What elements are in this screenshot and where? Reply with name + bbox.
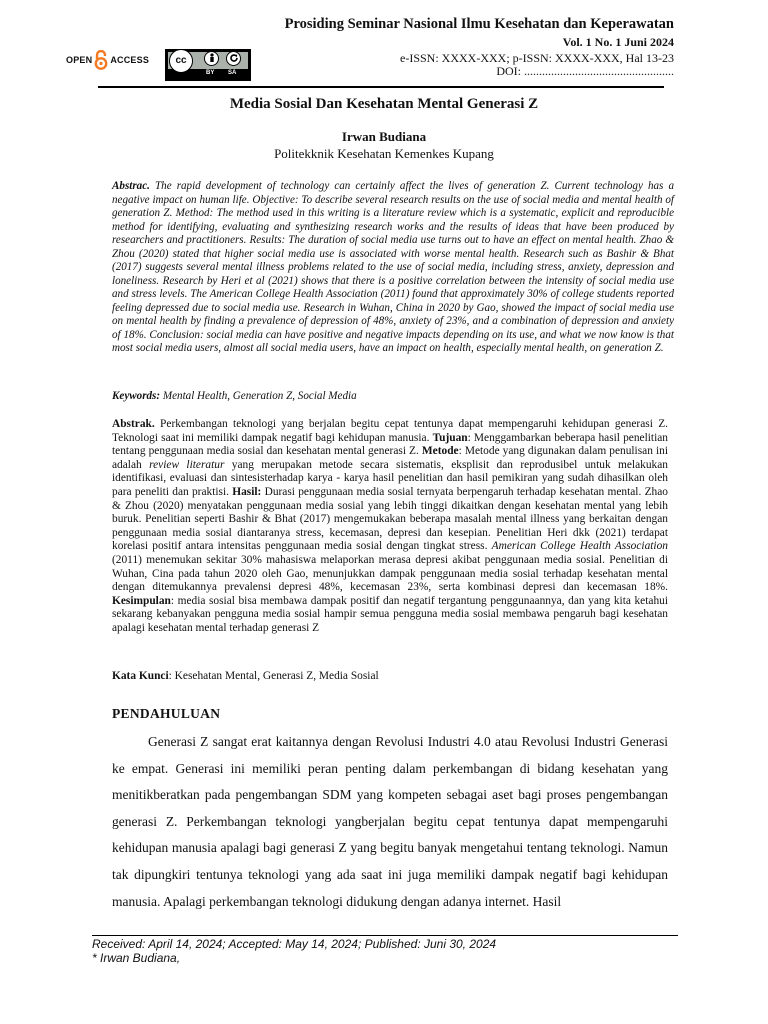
abstrak-text-3: : Metode yang digunakan dalam penulisan ini adalah [112, 445, 668, 471]
abstrak-text-4: yang merupakan metode secara sistematis, eksplisit dan reprodusibel untuk melakukan identifikasi, evaluasi dan sintesisterhadap karya - karya hasil penelitian dan hasil pemikiran yang sudah dihasilkan oleh para peneliti dan praktisi. [112, 458, 668, 498]
header-rule [98, 86, 664, 88]
author-name: Irwan Budiana [341, 129, 427, 144]
kesimpulan-label: Kesimpulan [112, 594, 171, 607]
volume-info: Vol. 1 No. 1 Juni 2024 [562, 35, 674, 49]
journal-title: Prosiding Seminar Nasional Ilmu Kesehatan dan Keperawatan [284, 16, 674, 32]
open-access-logo [66, 50, 149, 70]
acha-term: American College Health Association [491, 540, 668, 553]
author-affiliation: Politekknik Kesehatan Kemenkes Kupang [274, 146, 494, 161]
section-heading: PENDAHULUAN [112, 706, 221, 721]
issn-info: e-ISSN: XXXX-XXX; p-ISSN: XXXX-XXX, Hal 13-23 [400, 51, 674, 65]
abstrak-text-2: : Menggambarkan beberapa hasil penelitian tentang penggunaan media sosial dan kesehatan mental generasi Z. [112, 431, 668, 458]
kata-kunci-label: Kata Kunci [112, 670, 169, 682]
body-paragraph: Generasi Z sangat erat kaitannya dengan Revolusi Industri 4.0 atau Revolusi Industri Generasi ke empat. Generasi ini memiliki peran penting dalam perkembangan di bidang kesehatan yang menitikberatkan pada pengembangan SDM yang kompeten sebagai aset bagi proses pengembangan generasi Z. Perkembangan teknologi yangberjalan begitu cepat tentunya dapat mempengaruhi kehidupan manusia apalagi bagi generasi Z yang begitu banyak mengetahui tentang teknologi. Namun tak dipungkiri tentunya teknologi yang ada saat ini juga memiliki dampak negatif bagi kehidupan manusia. Apalagi perkembangan teknologi didukung dengan adanya internet. Hasil [112, 734, 668, 909]
abstract-indonesian [112, 418, 668, 636]
cc-by-label: BY [206, 70, 215, 76]
cc-sa-label: SA [228, 70, 237, 76]
share-alike-icon [226, 51, 241, 66]
abstract-en-label: Abstrac. [112, 180, 150, 192]
open-access-text-right: ACCESS [110, 55, 150, 65]
abstrak-text-1: Perkembangan teknologi yang berjalan begitu cepat tentunya dapat mempengaruhi kehidupan generasi Z. Teknologi saat ini memiliki dampak negatif bagi kehidupan manusia. [112, 418, 668, 444]
hasil-label: Hasil: [232, 485, 262, 498]
open-access-text-left: OPEN [66, 55, 93, 65]
abstrak-text-7: : media sosial bisa membawa dampak positif dan negatif tergantung penggunaannya, dan yang kita ketahui sekarang kebanyakan pengguna media sosial hampir semua pengguna media sosial membawa pengaruh bagi kesehatan apalagi kesehatan mental terhadap generasi Z [112, 594, 668, 634]
abstrak-label: Abstrak. [112, 418, 155, 430]
metode-label: Metode [421, 445, 459, 458]
by-person-icon [204, 51, 219, 66]
abstract-english [112, 180, 674, 356]
abstrak-text-6: (2011) menemukan sekitar 30% mahasiswa melaporkan merasa depresi akibat penggunaan media sosial. Penelitian di Wuhan, Cina pada tahun 2020 oleh Gao, menunjukkan dampak penggunaan media sosial terhadap kesehatan mental dengan ditemukannya prevalensi depresi 48%, kecemasan 23%, serta kombinasi depresi dan kecemasan 18%. [112, 553, 668, 594]
kata-kunci-text: : Kesehatan Mental, Generasi Z, Media Sosial [168, 670, 379, 682]
footnote-dates: Received: April 14, 2024; Accepted: May 14, 2024; Published: Juni 30, 2024 [92, 937, 497, 951]
keywords-indonesian [112, 670, 379, 682]
tujuan-label: Tujuan [432, 431, 468, 444]
footnote-rule [92, 935, 678, 936]
doi-info: DOI: .................................................. [496, 64, 674, 78]
cc-icon: cc [169, 49, 193, 73]
abstract-en-text: The rapid development of technology can certainly affect the lives of generation Z. Current technology has a negative impact on human life. Objective: To describe several research results on the use of social media and mental health of generation Z. Method: The method used in this writing is a literature review which is a systematic, explicit and reproducible method for identifying, evaluating and synthesizing research works and the results of ideas that have been produced by researchers and practitioners. Results: The duration of social media use turns out to have an effect on mental health. Zhao & Zhou (2020) stated that higher social media use is associated with worse mental health. Research such as Bashir & Bhat (2017) suggests several mental illness problems related to the use of social media, including stress, anxiety, depression and loneliness. Research by Heri et al (2021) shows that there is a positive correlation between the intensity of social media use and stress levels. The American College Health Association (2011) found that approximately 30% of college students reported feeling depressed due to social media use. Research in Wuhan, China in 2020 by Gao, showed the impact of social media use on mental health by finding a prevalence of depression of 48%, anxiety of 23%, and a combination of depression and anxiety of 18%. Conclusion: social media can have positive and negative impacts depending on its use, and what we now know is that most social media users, almost all social media users, have an impact on health, especially mental health, on generation Z. [112, 180, 674, 354]
keywords-english [112, 390, 357, 402]
keywords-en-label: Keywords: [112, 390, 161, 402]
footnote-author: * Irwan Budiana, [92, 951, 181, 965]
review-literatur-term: review literatur [149, 458, 225, 471]
abstrak-text-5: Durasi penggunaan media sosial ternyata berpengaruh terhadap kesehatan mental. Zhao & Zhou (2020) menyatakan penggunaan media sosial yang lebih tinggi dikaitkan dengan kesehatan mental yang lebih buruk. Penelitian seperti Bashir & Bhat (2017) mengemukakan beberapa masalah mental illness yang berkaitan dengan penggunaan media sosial diantaranya stress, kecemasan, depresi dan kesepian. Penelitian Heri dkk (2021) terdapat korelasi positif antara intensitas penggunaan media sosial dengan tingkat stress. [112, 485, 668, 553]
open-lock-icon [94, 50, 108, 70]
cc-by-sa-badge [165, 49, 251, 81]
paper-title: Media Sosial Dan Kesehatan Mental Generasi Z [229, 96, 539, 112]
keywords-en-text: Mental Health, Generation Z, Social Media [160, 390, 357, 402]
